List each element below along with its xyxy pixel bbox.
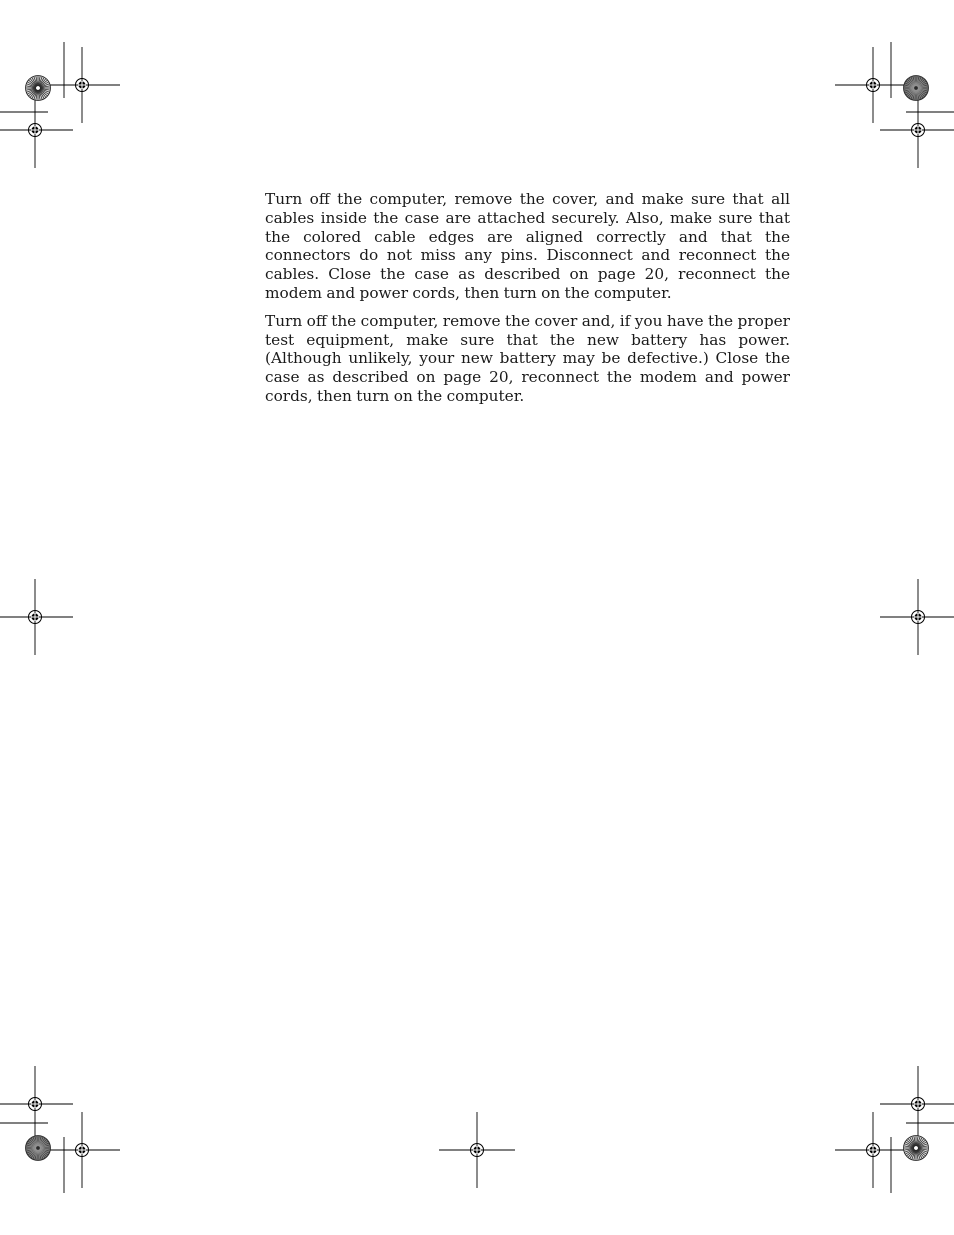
registration-mark-bottom-right xyxy=(835,1112,911,1188)
star-target-bottom-right xyxy=(904,1136,929,1161)
star-target-top-right xyxy=(904,76,929,101)
registration-mark-bottom-left xyxy=(44,1112,120,1188)
registration-mark-left-bottom xyxy=(0,1066,73,1142)
paragraph-cable-check: Turn off the computer, remove the cover, and make sure that all cables inside the case are attached securely. Also, make sure that the colored cable edges are aligned correctly and that the connectors do not miss any pins. Disconnect and reconnect the cables. Close the case as described on page 20, reconnect the modem and power cords, then turn on the computer. xyxy=(265,190,790,302)
registration-mark-top-right xyxy=(835,47,911,123)
star-target-bottom-left xyxy=(26,1136,51,1161)
registration-mark-right-top xyxy=(880,92,954,168)
star-target-top-left xyxy=(26,76,51,101)
registration-mark-right-middle xyxy=(880,579,954,655)
registration-mark-left-middle xyxy=(0,579,73,655)
registration-mark-top-left xyxy=(44,47,120,123)
registration-mark-bottom-center xyxy=(439,1112,515,1188)
registration-mark-right-bottom xyxy=(880,1066,954,1142)
body-text xyxy=(265,190,790,415)
paragraph-battery-check: Turn off the computer, remove the cover and, if you have the proper test equipment, make sure that the new battery has power. (Although unlikely, your new battery may be defective.) Close the case as described on page 20, reconnect the modem and power cords, then turn on the computer. xyxy=(265,311,790,405)
registration-mark-left-top xyxy=(0,92,73,168)
